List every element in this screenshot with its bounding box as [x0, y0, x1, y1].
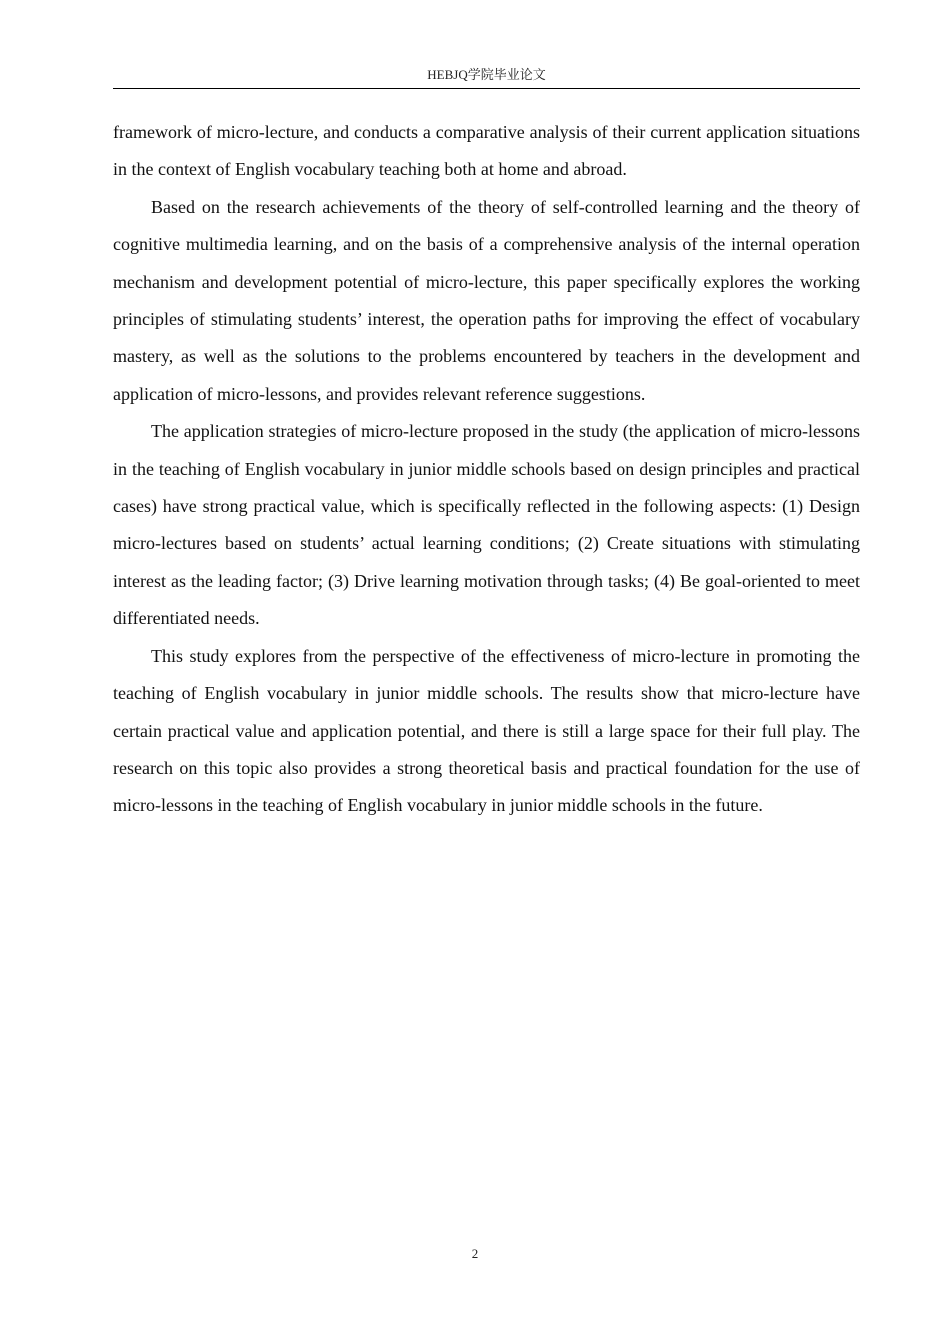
running-header: HEBJQ学院毕业论文 [427, 67, 546, 82]
paragraph: This study explores from the perspective of the effectiveness of micro-lecture in promoting the teaching of English vocabulary in junior middle schools. The results show that micro-lecture have certain practical value and application potential, and there is still a large space for their full play. The research on this topic also provides a strong theoretical basis and practical foundation for the use of micro-lessons in the teaching of English vocabulary in junior middle schools in the future. [113, 645, 860, 816]
paragraph: Based on the research achievements of the theory of self-controlled learning and the theory of cognitive multimedia learning, and on the basis of a comprehensive analysis of the internal operation mechanism and development potential of micro-lecture, this paper specifically explores the working principles of stimulating students’ interest, the operation paths for improving the effect of vocabulary mastery, as well as the solutions to the problems encountered by teachers in the development and application of micro-lessons, and provides relevant reference suggestions. [113, 196, 860, 404]
page-number: 2 [471, 1246, 479, 1261]
body-text [113, 114, 860, 825]
paragraph: The application strategies of micro-lecture proposed in the study (the application of micro-lessons in the teaching of English vocabulary in junior middle schools based on design principles and practical cases) have strong practical value, which is specifically reflected in the following aspects: (1) Design micro-lectures based on students’ actual learning conditions; (2) Create situations with stimulating interest as the leading factor; (3) Drive learning motivation through tasks; (4) Be goal-oriented to meet differentiated needs. [113, 421, 860, 629]
paragraph-continuation: framework of micro-lecture, and conducts a comparative analysis of their current application situations in the context of English vocabulary teaching both at home and abroad. [113, 122, 860, 180]
header-rule [113, 88, 860, 89]
